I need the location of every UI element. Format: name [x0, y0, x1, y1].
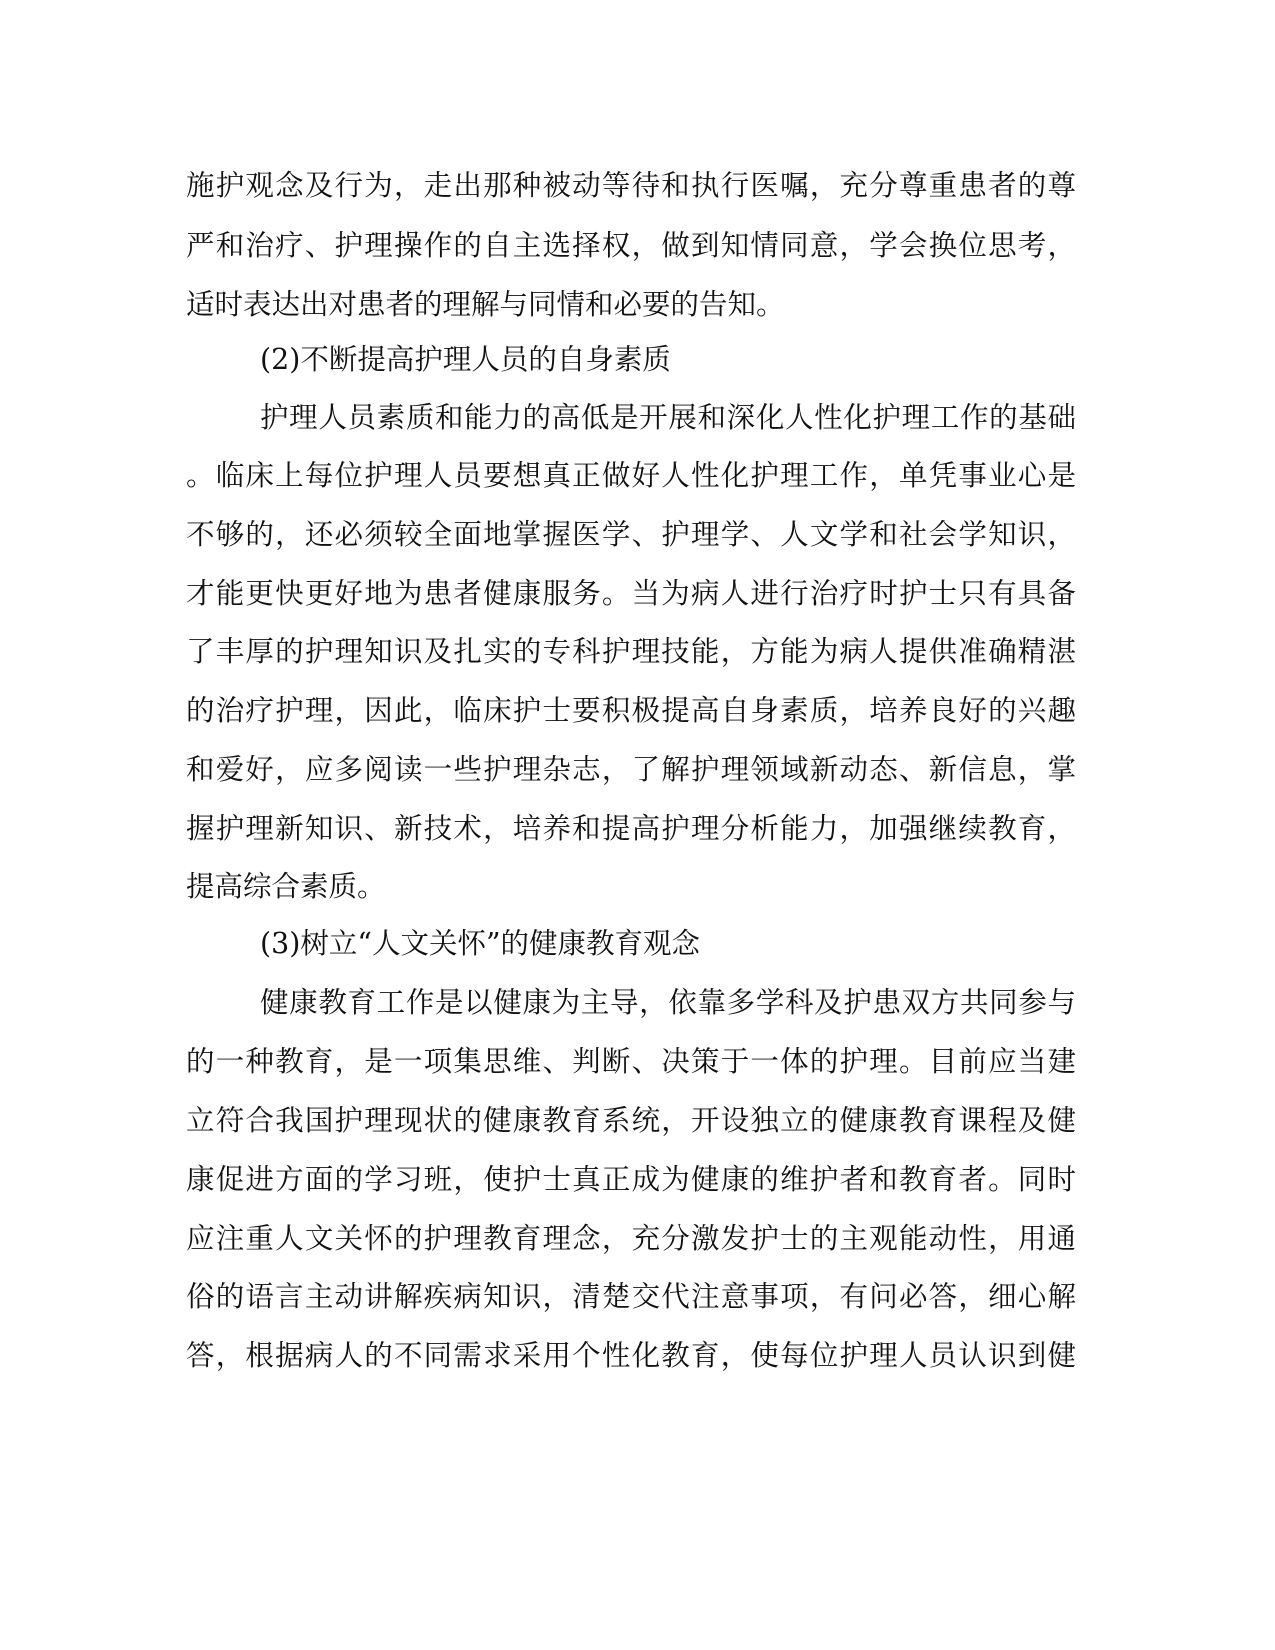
paragraph-2-line-2: 。临床上每位护理人员要想真正做好人性化护理工作，单凭事业心是 — [186, 459, 1076, 492]
paragraph-2-line-7: 和爱好，应多阅读一些护理杂志，了解护理领域新动态、新信息，掌 — [186, 753, 1076, 786]
paragraph-2-line-4: 才能更快更好地为患者健康服务。当为病人进行治疗时护士只有具备 — [186, 577, 1076, 610]
paragraph-3-line-5: 应注重人文关怀的护理教育理念，充分激发护士的主观能动性，用通 — [186, 1222, 1076, 1255]
paragraph-1-line-2: 严和治疗、护理操作的自主选择权，做到知情同意，学会换位思考， — [186, 229, 1076, 262]
section-heading-3: (3)树立“人文关怀”的健康教育观念 — [260, 927, 701, 960]
paragraph-1-line-1: 施护观念及行为，走出那种被动等待和执行医嘱，充分尊重患者的尊 — [186, 169, 1076, 202]
paragraph-2-line-8: 握护理新知识、新技术，培养和提高护理分析能力，加强继续教育， — [186, 812, 1076, 845]
paragraph-3-line-6: 俗的语言主动讲解疾病知识，清楚交代注意事项，有问必答，细心解 — [186, 1280, 1076, 1313]
paragraph-2-line-9: 提高综合素质。 — [186, 870, 386, 903]
paragraph-2-line-5: 了丰厚的护理知识及扎实的专科护理技能，方能为病人提供准确精湛 — [186, 635, 1076, 668]
paragraph-3-line-2: 的一种教育，是一项集思维、判断、决策于一体的护理。目前应当建 — [186, 1045, 1076, 1078]
paragraph-3-line-1: 健康教育工作是以健康为主导，依靠多学科及护患双方共同参与 — [260, 986, 1076, 1019]
paragraph-2-line-1: 护理人员素质和能力的高低是开展和深化人性化护理工作的基础 — [260, 401, 1076, 434]
paragraph-2-line-6: 的治疗护理，因此，临床护士要积极提高自身素质，培养良好的兴趣 — [186, 694, 1076, 727]
paragraph-3-line-3: 立符合我国护理现状的健康教育系统，开设独立的健康教育课程及健 — [186, 1104, 1076, 1137]
paragraph-1-line-3: 适时表达出对患者的理解与同情和必要的告知。 — [186, 288, 785, 321]
paragraph-2-line-3: 不够的，还必须较全面地掌握医学、护理学、人文学和社会学知识， — [186, 518, 1076, 551]
section-heading-2: (2)不断提高护理人员的自身素质 — [260, 343, 671, 376]
paragraph-3-line-7: 答，根据病人的不同需求采用个性化教育，使每位护理人员认识到健 — [186, 1339, 1076, 1372]
paragraph-3-line-4: 康促进方面的学习班，使护士真正成为健康的维护者和教育者。同时 — [186, 1163, 1076, 1196]
